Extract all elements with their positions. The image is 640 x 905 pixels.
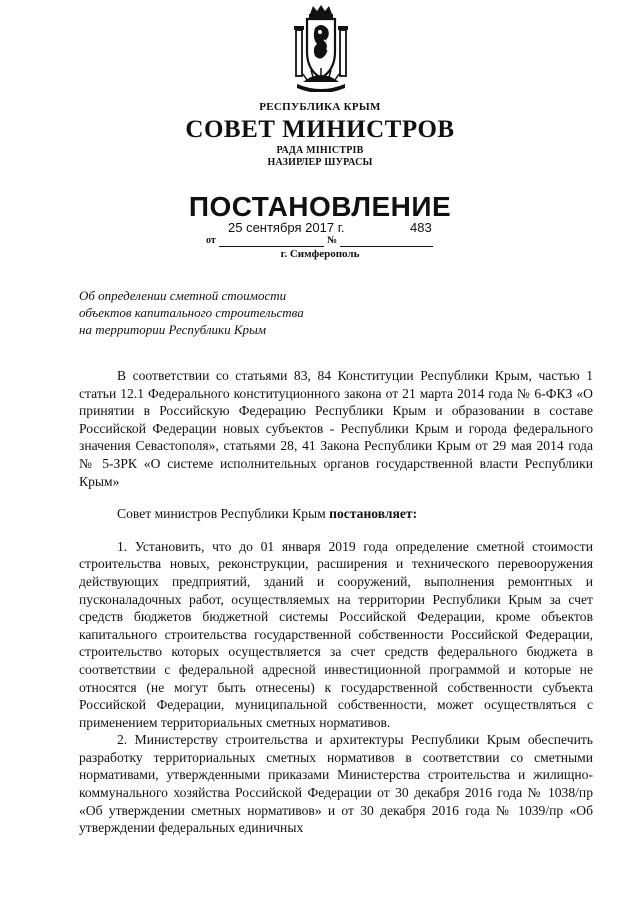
subject-line: объектов капитального строительства	[79, 305, 304, 320]
subject-line: на территории Республики Крым	[79, 322, 267, 337]
resolution-keyword: постановляет:	[329, 506, 418, 522]
coat-of-arms-icon	[293, 4, 349, 92]
resolution-line	[79, 505, 593, 523]
preamble-paragraph: В соответствии со статьями 83, 84 Конституции Республики Крым, частью 1 статьи 12.1 Федерального конституционного закона от 21 марта 2014 года № 6-ФКЗ «О принятии в Российскую Федерацию Республики Крым и образовании в составе Российской Федерации новых субъектов - Республики Крым и города федерального значения Севастополя», статьями 28, 41 Закона Республики Крым от 29 мая 2014 года № 5-ЗРК «О системе исполнительных органов государственной власти Республики Крым»	[79, 368, 593, 489]
subject-line: Об определении сметной стоимости	[79, 288, 287, 303]
item-paragraph-2: 2. Министерству строительства и архитектуры Республики Крым обеспечить разработку территориальных сметных нормативов в соответствии со сметными нормативами, утвержденными приказами Министерства строительства и жилищно-коммунального хозяйства Российской Федерации от 30 декабря 2016 года № 1038/пр «Об утверждении сметных нормативов» и от 30 декабря 2016 года № 1039/пр «Об утверждении федеральных единичных	[79, 732, 593, 836]
date-label: от	[206, 235, 216, 246]
resolution-lead: Совет министров Республики Крым	[117, 506, 326, 522]
number-underline	[340, 246, 433, 247]
document-type: ПОСТАНОВЛЕНИЕ	[188, 191, 452, 222]
item-paragraph-1: 1. Установить, что до 01 января 2019 года определение сметной стоимости строительства новых, реконструкции, расширения и технического перевооружения действующих предприятий, зданий и сооружений, выполнения ремонтных и пусконаладочных работ, осуществляемых на территории Республики Крым за счет средств бюджетов бюджетной системы Российской Федерации, кроме объектов капитального строительства государственной собственности Российской Федерации, строительство которых осуществляется за счет средств федерального бюджета в соответствии с федеральной адресной инвестиционной программой и которые не относятся (не могут быть отнесены) к государственной собственности субъекта Российской Федерации, муниципальной собственности, может осуществляться с применением территориальных сметных нормативов.	[79, 538, 593, 730]
council-title-ua: РАДА МІНІСТРІВ	[276, 145, 364, 156]
council-title: СОВЕТ МИНИСТРОВ	[185, 116, 455, 143]
council-title-crh: НАЗИРЛЕР ШУРАСЫ	[267, 157, 373, 168]
document-city: г. Симферополь	[280, 248, 360, 260]
date-underline	[219, 246, 324, 247]
republic-name: РЕСПУБЛИКА КРЫМ	[259, 101, 381, 113]
document-date: 25 сентября 2017 г.	[228, 220, 345, 235]
number-label: №	[327, 235, 338, 246]
document-number: 483	[410, 220, 432, 235]
document-body	[79, 367, 593, 837]
date-number-row	[0, 220, 640, 246]
document-subject	[79, 287, 399, 338]
